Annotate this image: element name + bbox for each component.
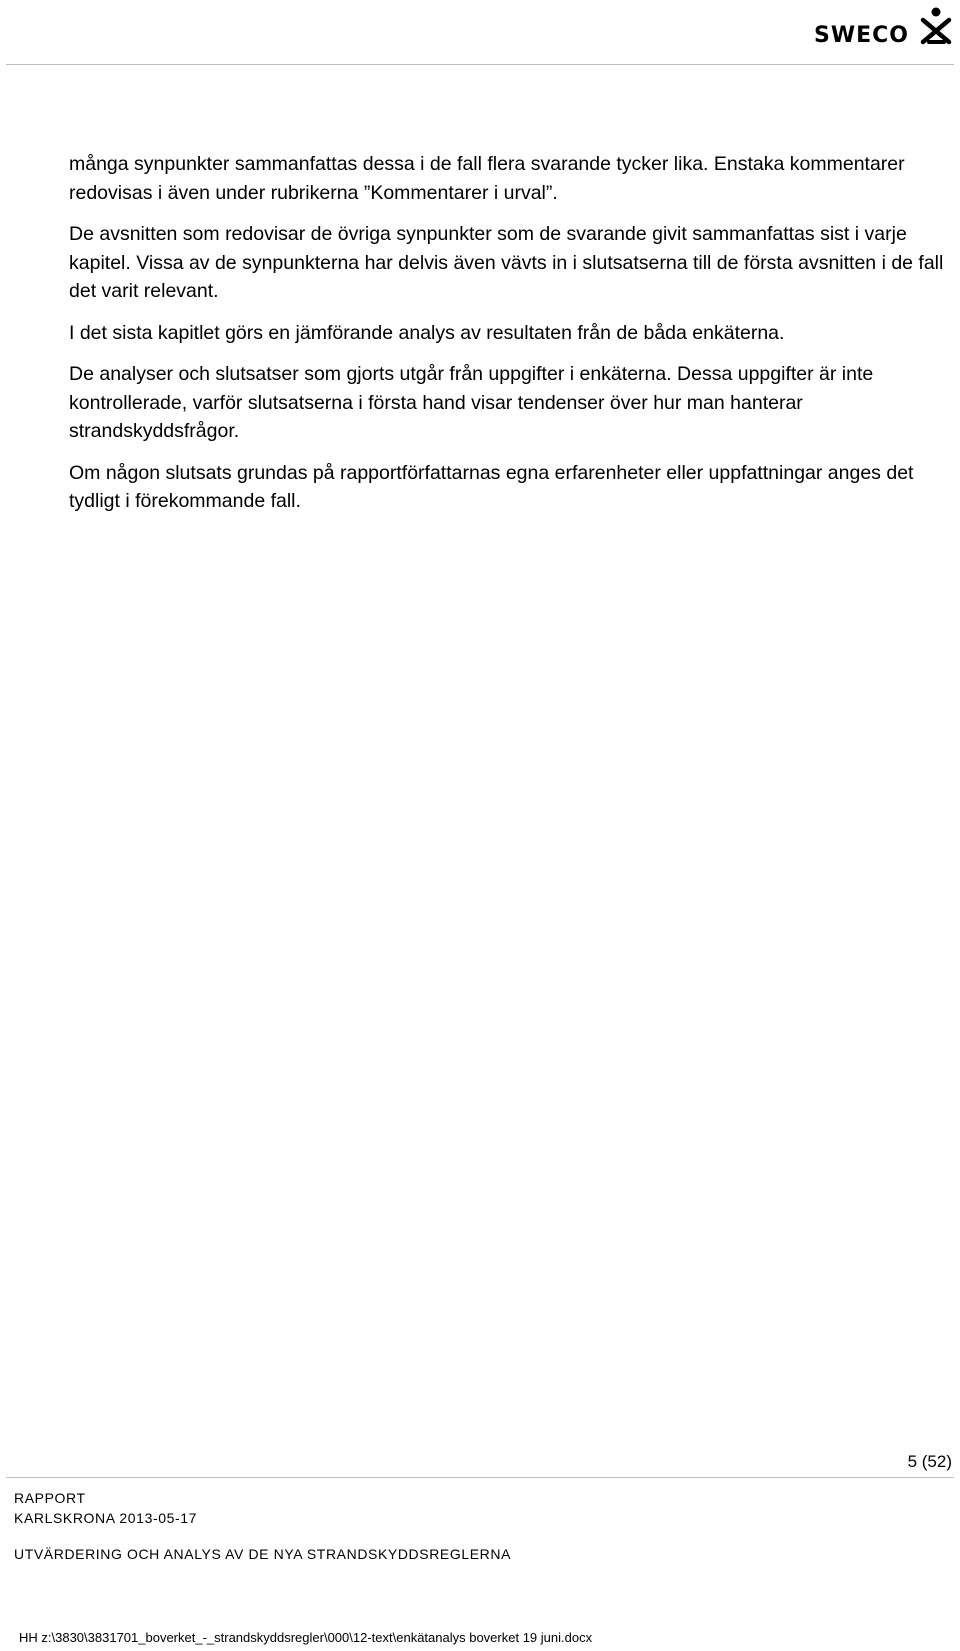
sweco-figure-icon [918, 6, 954, 46]
paragraph-2: De avsnitten som redovisar de övriga synpunkter som de svarande givit sammanfattas sist i varje kapitel. Vissa av de synpunkterna har delvis även vävts in i slutsatserna till de första avsnitten i de fall det varit relevant. [69, 223, 944, 302]
sweco-logo [814, 6, 954, 50]
paragraph-3: I det sista kapitlet görs en jämförande analys av resultaten från de båda enkäterna. [69, 321, 785, 344]
body-text [69, 150, 949, 529]
paragraph-1: många synpunkter sammanfattas dessa i de fall flera svarande tycker lika. Enstaka kommentarer redovisas i även under rubrikerna ”Kommentarer i urval”. [69, 153, 905, 204]
header-divider [6, 64, 954, 65]
paragraph-4: De analyser och slutsatser som gjorts utgår från uppgifter i enkäterna. Dessa uppgifter är inte kontrollerade, varför slutsatserna i första hand visar tendenser över hur man hanterar strandskyddsfrågor. [69, 363, 874, 442]
page-number: 5 (52) [907, 1452, 952, 1471]
footer-divider [6, 1477, 954, 1478]
paragraph-5: Om någon slutsats grundas på rapportförfattarnas egna erfarenheter eller uppfattningar anges det tydligt i förekommande fall. [69, 461, 914, 512]
footer-doc-type: RAPPORT [14, 1490, 86, 1506]
footer-file-path: HH z:\3830\3831701_boverket_-_strandskyddsregler\000\12-text\enkätanalys boverket 19 juni.docx [19, 1630, 593, 1645]
logo-text: SWECO [814, 23, 909, 48]
footer-report-title: UTVÄRDERING OCH ANALYS AV DE NYA STRANDSKYDDSREGLERNA [14, 1546, 512, 1562]
footer-place-date: KARLSKRONA 2013-05-17 [14, 1510, 198, 1526]
